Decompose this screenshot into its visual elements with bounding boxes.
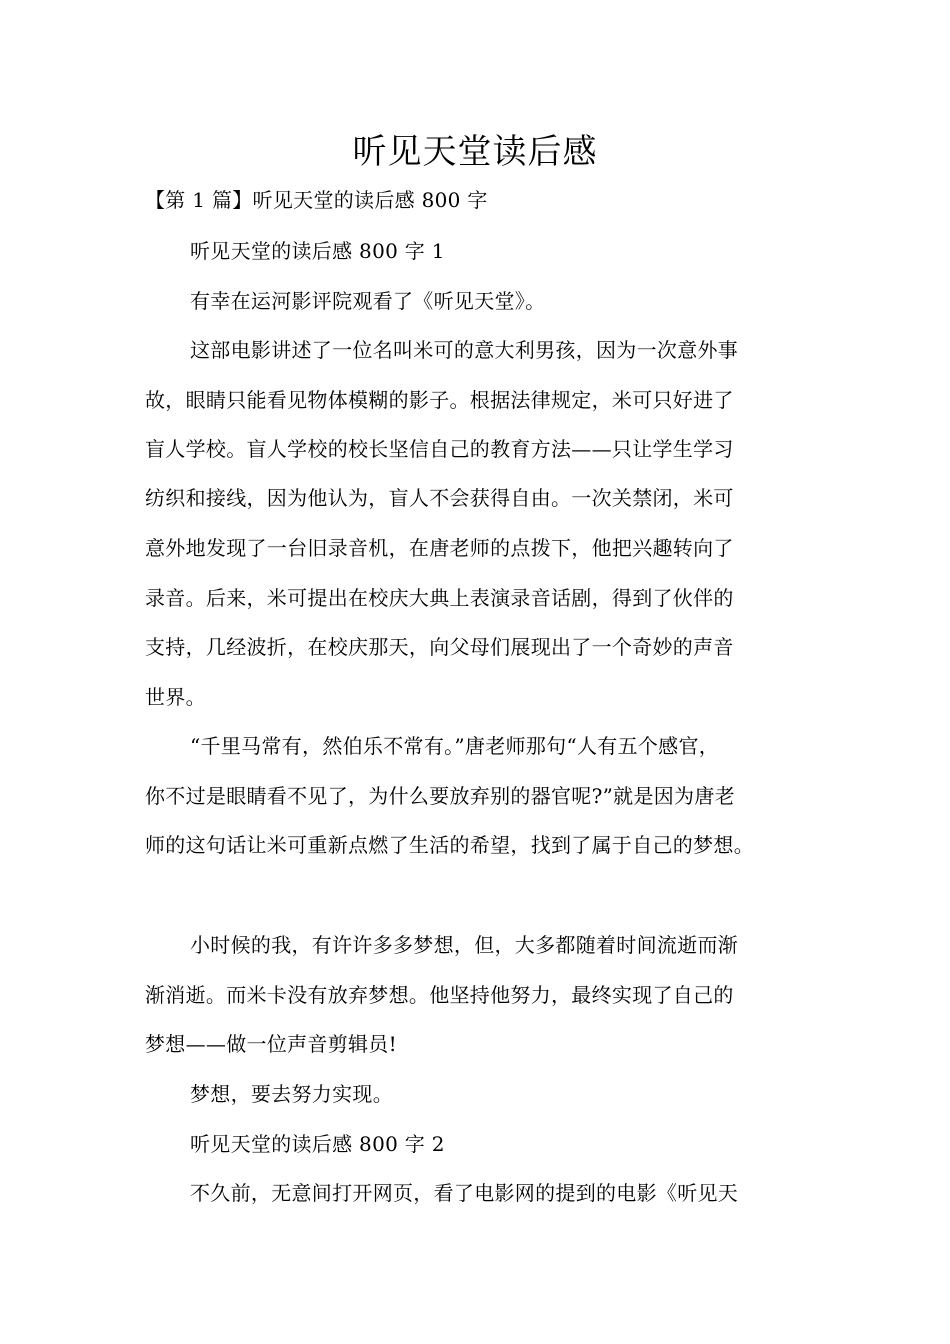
paragraph-line: 师的这句话让米可重新点燃了生活的希望，找到了属于自己的梦想。: [145, 833, 754, 857]
page-title: 听见天堂读后感: [352, 132, 598, 172]
paragraph-line: 支持，几经波折，在校庆那天，向父母们展现出了一个奇妙的声音: [145, 635, 734, 659]
paragraph-line: “千里马常有，然伯乐不常有。”唐老师那句“人有五个感官，: [190, 734, 720, 758]
paragraph-line: 有幸在运河影评院观看了《听见天堂》。: [190, 289, 546, 313]
paragraph-line: 故，眼睛只能看见物体模糊的影子。根据法律规定，米可只好进了: [145, 388, 734, 412]
paragraph-line: 小时候的我，有许许多多梦想，但，大多都随着时间流逝而渐: [190, 933, 739, 957]
section-heading: 【第 1 篇】听见天堂的读后感 800 字: [145, 188, 488, 212]
paragraph-line: 梦想——做一位声音剪辑员!: [145, 1032, 397, 1056]
paragraph-line: 意外地发现了一台旧录音机，在唐老师的点拨下，他把兴趣转向了: [145, 536, 734, 560]
subheading: 听见天堂的读后感 800 字 2: [190, 1132, 445, 1156]
paragraph-line: 纺织和接线，因为他认为，盲人不会获得自由。一次关禁闭，米可: [145, 486, 734, 510]
paragraph-line: 盲人学校。盲人学校的校长坚信自己的教育方法——只让学生学习: [145, 437, 734, 461]
paragraph-line: 梦想，要去努力实现。: [190, 1082, 393, 1106]
paragraph-line: 渐消逝。而米卡没有放弃梦想。他坚持他努力，最终实现了自己的: [145, 983, 734, 1007]
paragraph-line: 不久前，无意间打开网页，看了电影网的提到的电影《听见天: [190, 1181, 739, 1205]
paragraph-line: 录音。后来，米可提出在校庆大典上表演录音话剧，得到了伙伴的: [145, 586, 734, 610]
paragraph-line: 这部电影讲述了一位名叫米可的意大利男孩，因为一次意外事: [190, 338, 739, 362]
paragraph-line: 你不过是眼睛看不见了，为什么要放弃别的器官呢?”就是因为唐老: [145, 784, 735, 808]
subheading: 听见天堂的读后感 800 字 1: [190, 239, 445, 263]
paragraph-line: 世界。: [145, 685, 206, 709]
